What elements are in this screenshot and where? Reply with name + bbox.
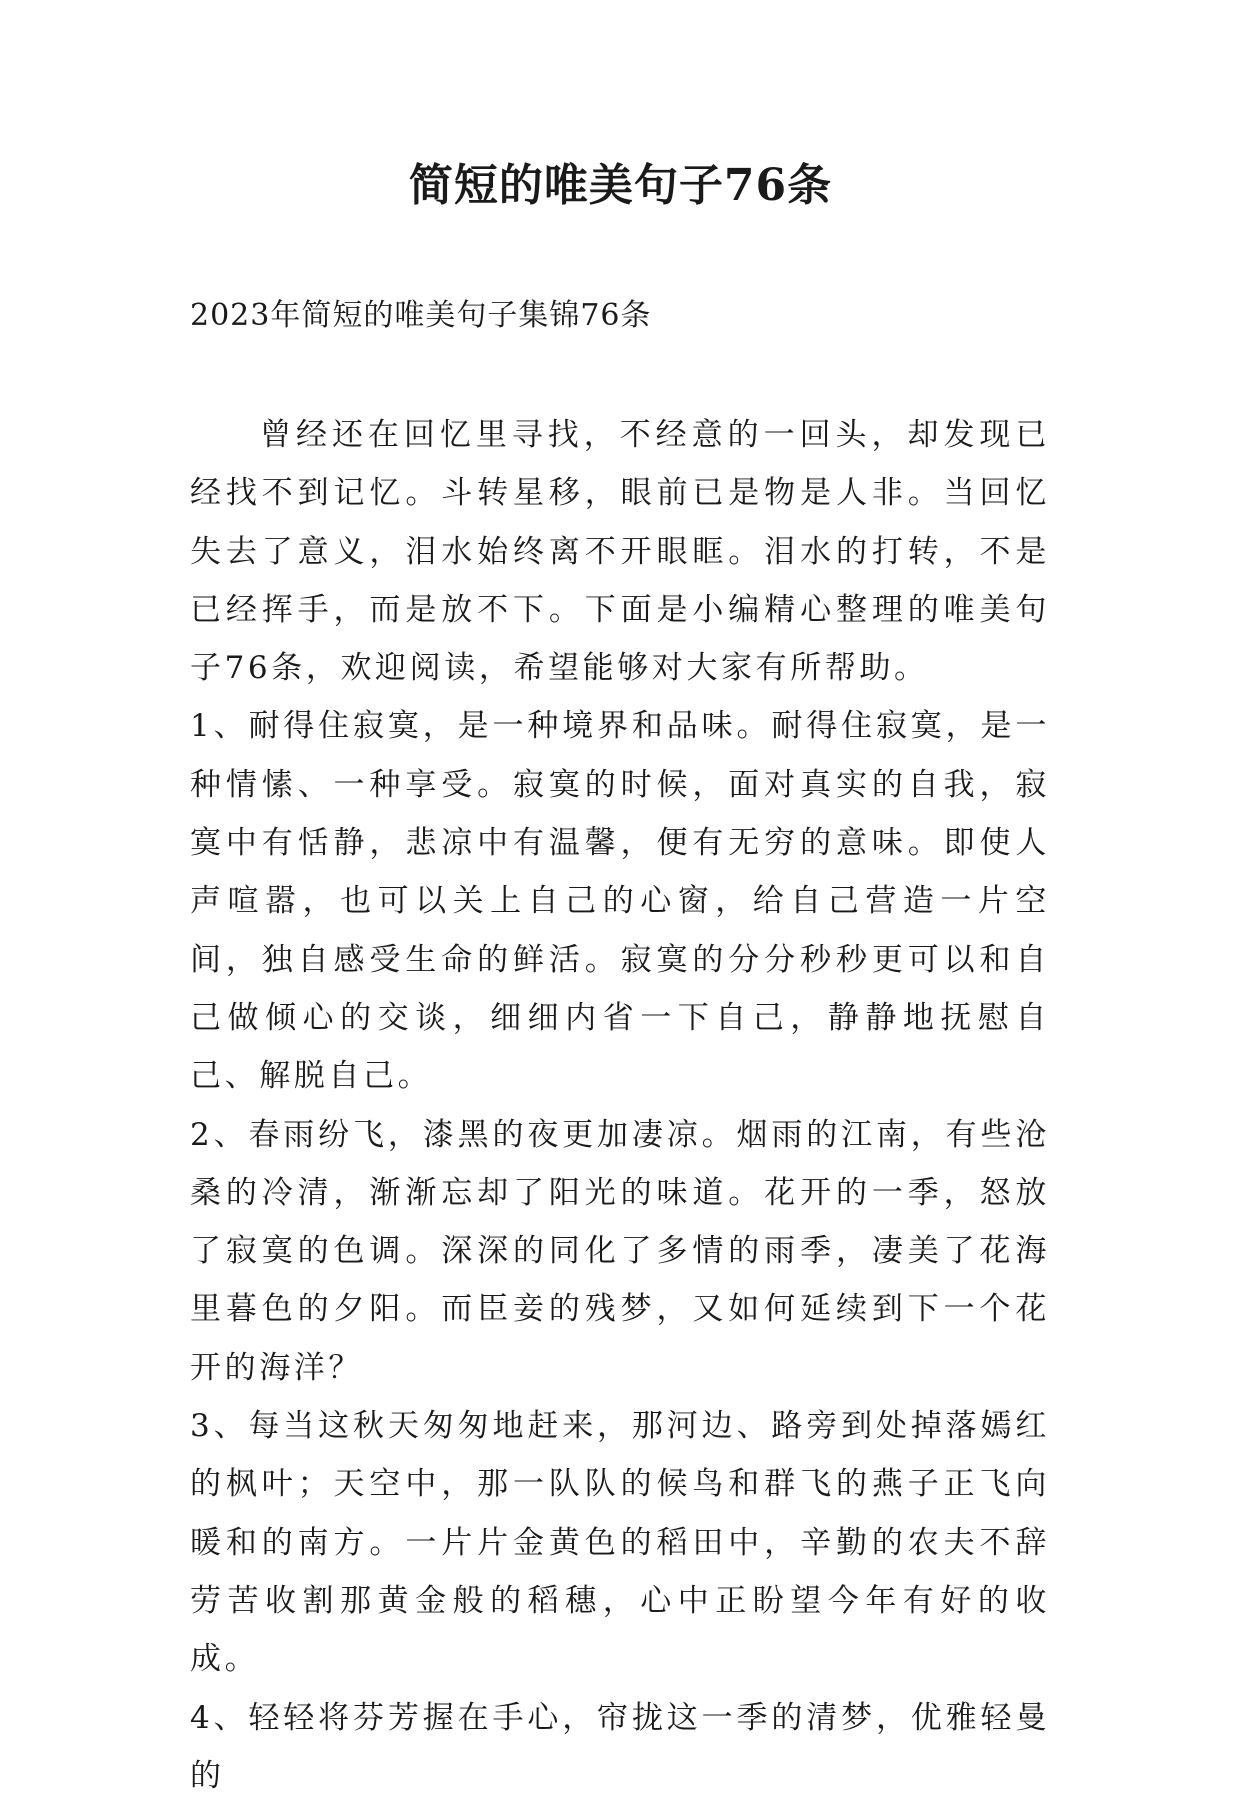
- document-body: [190, 406, 1050, 1805]
- sentence-item-2: 2、春雨纷飞，漆黑的夜更加凄凉。烟雨的江南，有些沧桑的冷清，渐渐忘却了阳光的味道。花开的一季，怒放了寂寞的色调。深深的同化了多情的雨季，凄美了花海里暮色的夕阳。而臣妾的残梦，又如何延续到下一个花开的海洋？: [190, 1116, 1050, 1386]
- sentence-item-3: 3、每当这秋天匆匆地赶来，那河边、路旁到处掉落嫣红的枫叶；天空中，那一队队的候鸟和群飞的燕子正飞向暖和的南方。一片片金黄色的稻田中，辛勤的农夫不辞劳苦收割那黄金般的稻穗，心中正盼望今年有好的收成。: [190, 1408, 1050, 1678]
- intro-paragraph: 曾经还在回忆里寻找，不经意的一回头，却发现已经找不到记忆。斗转星移，眼前已是物是人非。当回忆失去了意义，泪水始终离不开眼眶。泪水的打转，不是已经挥手，而是放不下。下面是小编精心整理的唯美句子76条，欢迎阅读，希望能够对大家有所帮助。: [190, 417, 1050, 687]
- sentence-item-1: 1、耐得住寂寞，是一种境界和品味。耐得住寂寞，是一种情愫、一种享受。寂寞的时候，面对真实的自我，寂寞中有恬静，悲凉中有温馨，便有无穷的意味。即使人声喧嚣，也可以关上自己的心窗，给自己营造一片空间，独自感受生命的鲜活。寂寞的分分秒秒更可以和自己做倾心的交谈，细细内省一下自己，静静地抚慰自己、解脱自己。: [190, 708, 1050, 1095]
- sentence-item-4: 4、轻轻将芬芳握在手心，帘拢这一季的清梦，优雅轻曼的: [190, 1699, 1050, 1794]
- document-subtitle: 2023年简短的唯美句子集锦76条: [190, 298, 652, 333]
- document-title: 简短的唯美句子76条: [408, 160, 833, 211]
